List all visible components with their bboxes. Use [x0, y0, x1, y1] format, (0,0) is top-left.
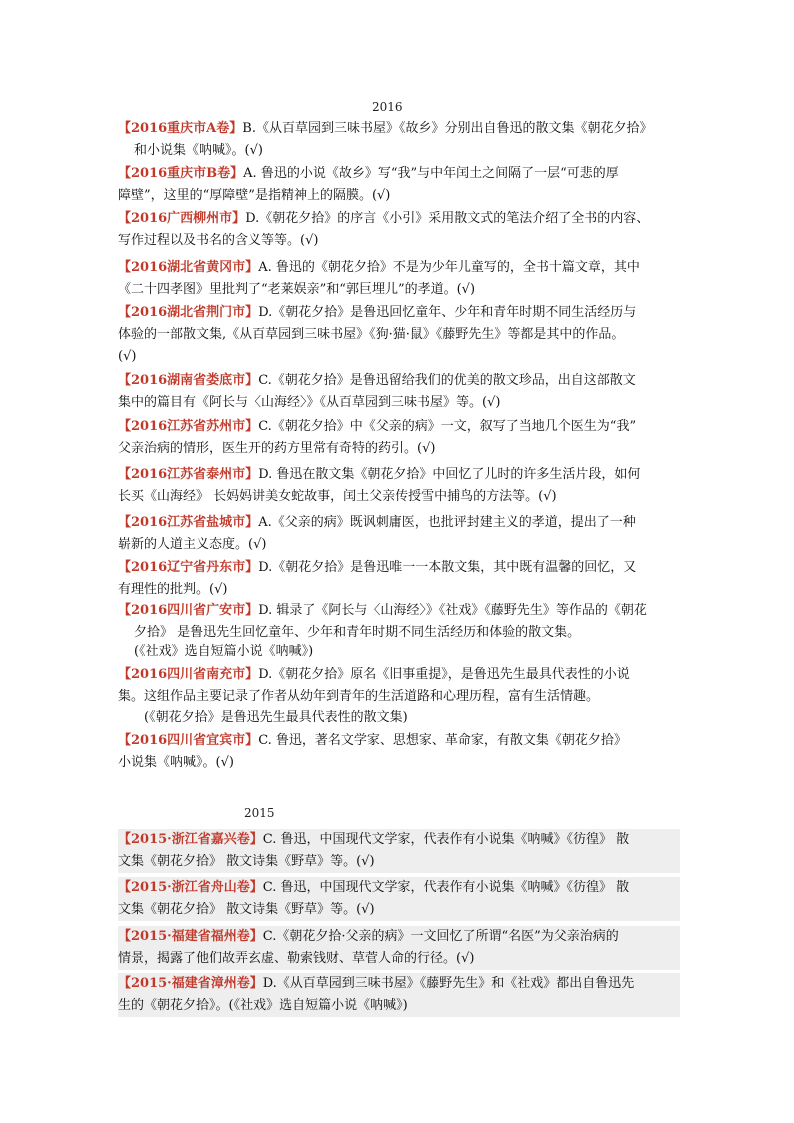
entry-text: 文集《朝花夕拾》 散文诗集《野草》等。(√): [118, 854, 375, 869]
entry-text: 体验的一部散文集,《从百草园到三味书屋》《狗·猫·鼠》《藤野先生》等都是其中的作品。: [118, 327, 625, 342]
source-tag: 【2016四川省宜宾市】: [118, 733, 259, 748]
source-tag: 【2016湖北省荆门市】: [118, 305, 259, 320]
entry-text: C. 鲁迅，著名文学家、思想家、革命家，有散文集《朝花夕拾》: [258, 733, 627, 748]
entry-2016-yibin: [118, 730, 680, 774]
entry-text: B.《从百草园到三味书屋》《故乡》分别出自鲁迅的散文集《朝花夕拾》: [242, 121, 653, 136]
entry-2016-jingmen: [118, 302, 680, 368]
entry-text: 集中的篇目有《阿长与〈山海经〉》《从百草园到三味书屋》等。(√): [118, 395, 501, 410]
entry-2016-chongqing-a: [118, 118, 680, 162]
entry-text: D. 辑录了《阿长与〈山海经〉》《社戏》《藤野先生》等作品的《朝花: [258, 603, 647, 618]
entry-2015-zhangzhou: [118, 973, 680, 1017]
source-tag: 【2015·浙江省舟山卷】: [118, 880, 263, 895]
entry-text: D.《朝花夕拾》的序言《小引》采用散文式的笔法介绍了全书的内容、: [245, 211, 650, 226]
entry-text: D.《朝花夕拾》是鲁迅唯一一本散文集，其中既有温馨的回忆，又: [258, 560, 637, 575]
entry-text: D.《朝花夕拾》是鲁迅回忆童年、少年和青年时期不同生活经历与: [258, 305, 637, 320]
entry-2015-zhoushan: [118, 877, 680, 921]
entry-2015-jiaxing: [118, 829, 680, 873]
entry-text: C.《朝花夕拾·父亲的病》一文回忆了所谓“名医”为父亲治病的: [262, 929, 619, 944]
source-tag: 【2016广西柳州市】: [118, 211, 246, 226]
entry-text: 《二十四孝图》里批判了“老莱娱亲”和“郭巨埋儿”的孝道。(√): [118, 282, 476, 297]
entry-text: 文集《朝花夕拾》 散文诗集《野草》等。(√): [118, 902, 375, 917]
entry-2016-suzhou: [118, 416, 680, 460]
note-guangan: (《社戏》选自短篇小说《呐喊》): [134, 644, 314, 659]
entry-text: C.《朝花夕拾》是鲁迅留给我们的优美的散文珍品，出自这部散文: [258, 373, 636, 388]
source-tag: 【2016江苏省苏州市】: [118, 419, 259, 434]
source-tag: 【2015·福建省福州卷】: [118, 929, 263, 944]
entry-text: C. 鲁迅，中国现代文学家，代表作有小说集《呐喊》《彷徨》 散: [262, 832, 630, 847]
entry-text: C.《朝花夕拾》中《父亲的病》一文，叙写了当地几个医生为“我”: [258, 419, 637, 434]
entry-text: 集。这组作品主要记录了作者从幼年到青年的生活道路和心理历程，富有生活情趣。: [118, 689, 600, 704]
entry-text: D.《从百草园到三味书屋》《藤野先生》和《社戏》都出自鲁迅先: [262, 976, 635, 991]
entry-text: 情景，揭露了他们故弄玄虚、勒索钱财、草菅人命的行径。(√): [118, 951, 475, 966]
entry-text: A. 鲁迅的小说《故乡》写“我”与中年闰土之间隔了一层“可悲的厚: [243, 166, 619, 181]
entry-2016-taizhou: [118, 464, 680, 508]
source-tag: 【2016江苏省盐城市】: [118, 515, 259, 530]
year-heading-2015: 2015: [244, 806, 275, 820]
source-tag: 【2016辽宁省丹东市】: [118, 560, 259, 575]
entry-2016-liuzhou: [118, 208, 680, 252]
entry-2016-loudi: [118, 370, 680, 414]
entry-text: 有理性的批判。(√): [118, 582, 228, 597]
entry-2016-huanggang: [118, 257, 680, 301]
source-tag: 【2016四川省广安市】: [118, 603, 259, 618]
entry-text: A. 鲁迅的《朝花夕拾》不是为少年儿童写的，全书十篇文章，其中: [258, 260, 640, 275]
entry-2016-yancheng: [118, 512, 680, 556]
source-tag: 【2016四川省南充市】: [118, 667, 259, 682]
entry-text: 夕拾》 是鲁迅先生回忆童年、少年和青年时期不同生活经历和体验的散文集。: [134, 625, 581, 640]
source-tag: 【2016湖南省娄底市】: [118, 373, 259, 388]
source-tag: 【2016江苏省泰州市】: [118, 467, 259, 482]
entry-2016-dandong: [118, 557, 680, 601]
entry-2015-fuzhou: [118, 926, 680, 970]
note-nanchong: (《朝花夕拾》是鲁迅先生最具代表性的散文集): [144, 710, 408, 725]
entry-text: 小说集《呐喊》。(√): [118, 755, 234, 770]
source-tag: 【2016重庆市B卷】: [118, 166, 244, 181]
entry-text: A.《父亲的病》既讽刺庸医，也批评封建主义的孝道，提出了一种: [258, 515, 636, 530]
entry-2016-chongqing-b: [118, 163, 680, 207]
entry-text: 父亲治病的情形，医生开的药方里常有奇特的药引。(√): [118, 441, 436, 456]
entry-text: 写作过程以及书名的含义等等。(√): [118, 233, 319, 248]
entry-text: D. 鲁迅在散文集《朝花夕拾》中回忆了儿时的许多生活片段，如何: [258, 467, 641, 482]
source-tag: 【2015·福建省漳州卷】: [118, 976, 263, 991]
year-heading-2016: 2016: [372, 100, 403, 114]
entry-text: (√): [118, 349, 137, 364]
entry-2016-guangan: [118, 600, 680, 644]
entry-text: 障壁”，这里的“厚障壁”是指精神上的隔膜。(√): [118, 188, 391, 203]
source-tag: 【2016重庆市A卷】: [118, 121, 243, 136]
entry-text: D.《朝花夕拾》原名《旧事重提》，是鲁迅先生最具代表性的小说: [258, 667, 630, 682]
source-tag: 【2016湖北省黄冈市】: [118, 260, 259, 275]
source-tag: 【2015·浙江省嘉兴卷】: [118, 832, 263, 847]
entry-text: 长买《山海经》 长妈妈讲美女蛇故事，闰土父亲传授雪中捕鸟的方法等。(√): [118, 489, 557, 504]
entry-2016-nanchong: [118, 664, 680, 708]
entry-text: 和小说集《呐喊》。(√): [134, 143, 263, 158]
entry-text: 崭新的人道主义态度。(√): [118, 537, 267, 552]
entry-text: 生的《朝花夕拾》。(《社戏》选自短篇小说《呐喊》): [118, 998, 408, 1013]
entry-text: C. 鲁迅，中国现代文学家，代表作有小说集《呐喊》《彷徨》 散: [262, 880, 630, 895]
